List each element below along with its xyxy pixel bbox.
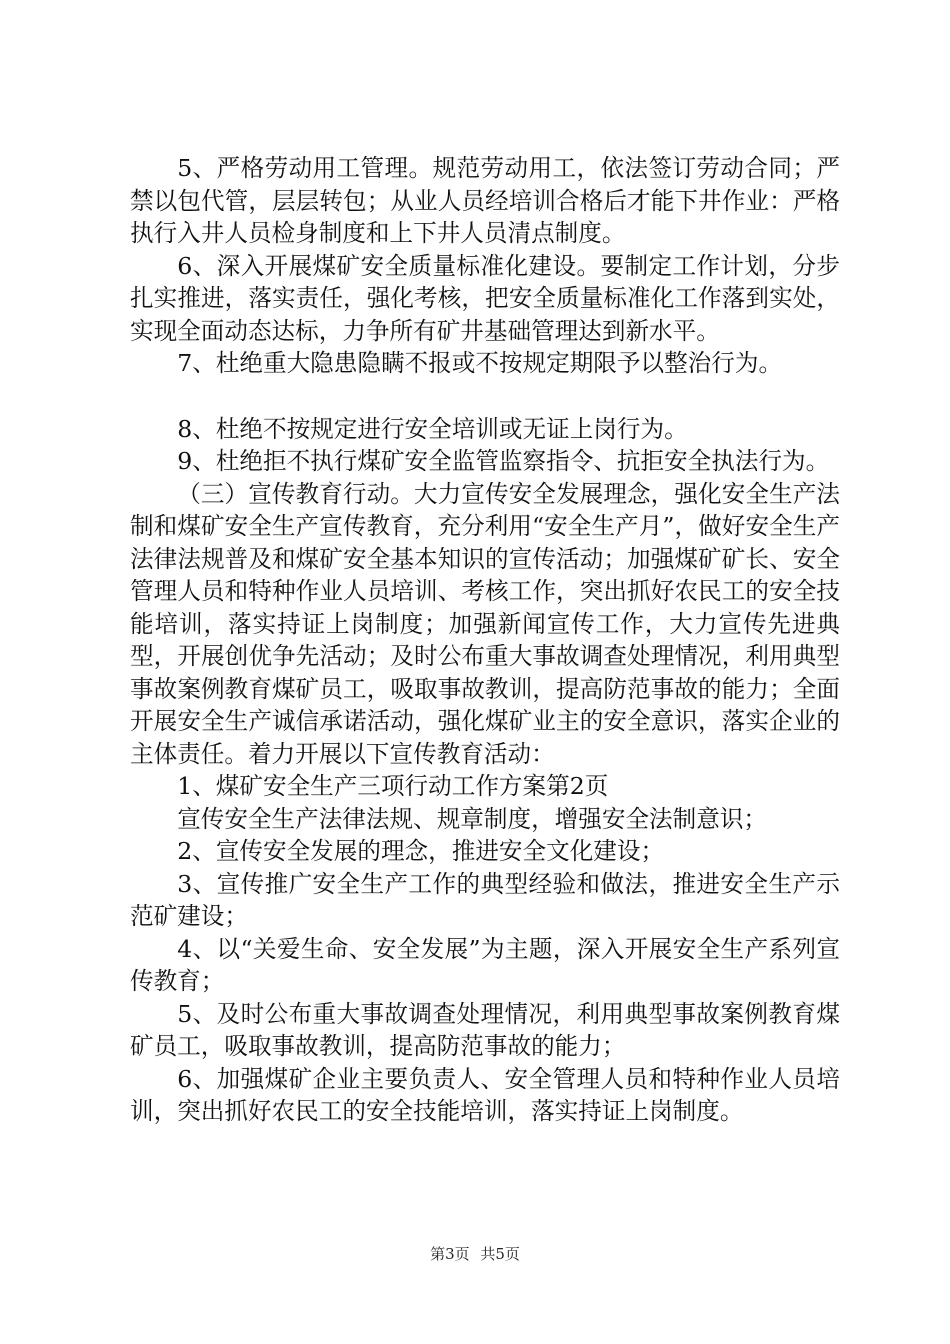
document-body	[130, 152, 840, 1128]
paragraph-item-3: 3、宣传推广安全生产工作的典型经验和做法，推进安全生产示范矿建设；	[130, 869, 840, 930]
paragraph-publicity-education: （三）宣传教育行动。大力宣传安全发展理念，强化安全生产法制和煤矿安全生产宣传教育，充分利用“安全生产月”，做好安全生产法律法规普及和煤矿安全基本知识的宣传活动；加强煤矿矿长、安全管理人员和特种作业人员培训、考核工作，突出抓好农民工的安全技能培训，落实持证上岗制度；加强新闻宣传工作，大力宣传先进典型，开展创优争先活动；及时公布重大事故调查处理情况，利用典型事故案例教育煤矿员工，吸取事故教训，提高防范事故的能力；全面开展安全生产诚信承诺活动，强化煤矿业主的安全意识，落实企业的主体责任。着力开展以下宣传教育活动：	[130, 479, 840, 768]
paragraph-item-6: 6、加强煤矿企业主要负责人、安全管理人员和特种作业人员培训，突出抓好农民工的安全技能培训，落实持证上岗制度。	[130, 1064, 840, 1125]
page-number: 第3页	[430, 1245, 470, 1263]
paragraph-hidden-hazards: 7、杜绝重大隐患隐瞒不报或不按规定期限予以整治行为。	[177, 349, 783, 377]
page-total: 共5页	[480, 1245, 520, 1263]
paragraph-labor-management: 5、严格劳动用工管理。规范劳动用工，依法签订劳动合同；严禁以包代管，层层转包；从业人员经培训合格后才能下井作业：严格执行入井人员检身制度和上下井人员清点制度。	[130, 154, 840, 247]
paragraph-item-2: 2、宣传安全发展的理念，推进安全文化建设；	[177, 837, 665, 865]
paragraph-quality-standardization: 6、深入开展煤矿安全质量标准化建设。要制定工作计划，分步扎实推进，落实责任，强化考核，把安全质量标准化工作落到实处，实现全面动态达标，力争所有矿井基础管理达到新水平。	[130, 251, 840, 345]
paragraph-item-4: 4、以“关爱生命、安全发展”为主题，深入开展安全生产系列宣传教育；	[130, 934, 840, 995]
paragraph-safety-training: 8、杜绝不按规定进行安全培训或无证上岗行为。	[177, 414, 688, 443]
paragraph-supervision-orders: 9、杜绝拒不执行煤矿安全监管监察指令、抗拒安全执法行为。	[177, 447, 830, 475]
paragraph-item-1: 1、煤矿安全生产三项行动工作方案第2页	[177, 772, 609, 800]
paragraph-legal-awareness: 宣传安全生产法律法规、规章制度，增强安全法制意识；	[177, 804, 768, 833]
paragraph-item-5: 5、及时公布重大事故调查处理情况，利用典型事故案例教育煤矿员工，吸取事故教训，提高防范事故的能力；	[130, 999, 840, 1060]
paragraph-gap	[130, 380, 840, 413]
page-footer	[0, 1244, 950, 1264]
